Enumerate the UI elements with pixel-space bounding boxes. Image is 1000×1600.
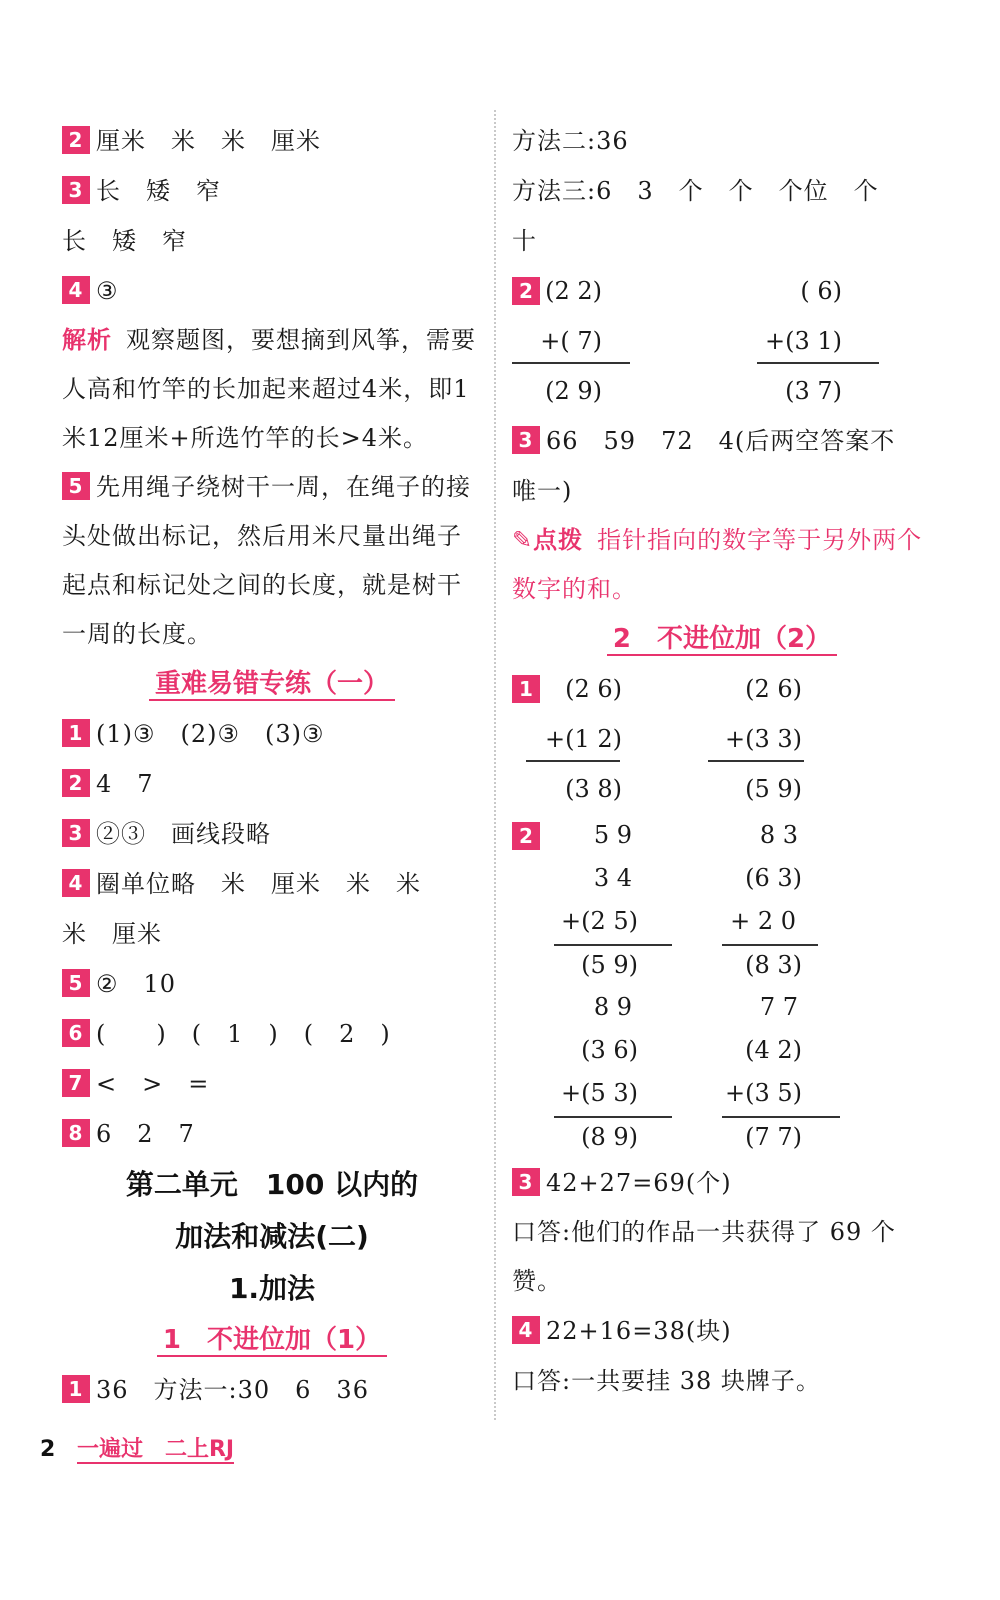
addend-bottom: +(1 2)	[544, 725, 622, 753]
lesson1-answer-1: 1 36 方法一:30 6 36	[62, 1365, 482, 1415]
practice-answer-8: 8 6 2 7	[62, 1109, 482, 1159]
answer-5: 5 先用绳子绕树干一周，在绳子的接头处做出标记，然后用米尺量出绳子起点和标记处之间的长度，就是树干一周的长度。	[62, 473, 471, 648]
answer-3-cont: 长 矮 窄	[62, 227, 187, 255]
addend-top: (2 2)	[545, 277, 602, 305]
sum-line	[757, 362, 879, 364]
lesson2-answer-3: 3 42+27=69(个)	[512, 1158, 932, 1208]
lesson2-answer-4: 4 22+16=38(块)	[512, 1306, 932, 1356]
vertical-addition-s3q2	[512, 814, 932, 1158]
unit-title-line-2: 加法和减法(二)	[175, 1220, 369, 1253]
addend-row: 3 4	[593, 864, 632, 892]
tip-block: ✎点拨 指针指向的数字等于另外两个数字的和。	[512, 526, 923, 603]
answer-3: 3 66 59 72 4(后两空答案不	[512, 416, 932, 466]
answer-3-cont: 唯一)	[512, 477, 573, 505]
practice-answer-3: 3 ②③ 画线段略	[62, 809, 482, 859]
page-footer	[40, 1432, 234, 1463]
addend-row: 7 7	[759, 993, 798, 1021]
method-3: 方法三:6 3 个 个 个位 个	[512, 177, 879, 205]
sum-result: (5 9)	[745, 775, 802, 803]
top-band	[0, 0, 1000, 100]
question-number-badge: 3	[512, 1168, 540, 1196]
question-number-badge: 6	[62, 1019, 90, 1047]
page-number: 2	[40, 1437, 56, 1462]
practice-answer-5: 5 ② 10	[62, 959, 482, 1009]
question-number-badge: 2	[62, 126, 90, 154]
practice-answer-4-cont: 米 厘米	[62, 920, 162, 948]
sum-result: (8 9)	[581, 1123, 638, 1151]
addend-top: ( 6)	[800, 277, 842, 305]
practice-answer-4: 4 圈单位略 米 厘米 米 米	[62, 859, 482, 909]
sum-result: (5 9)	[581, 951, 638, 979]
addend-row: +(2 5)	[560, 907, 638, 935]
practice-answer-2: 2 4 7	[62, 759, 482, 809]
addend-bottom: +(3 1)	[764, 327, 842, 355]
addend-row: (6 3)	[745, 864, 802, 892]
addend-row: + 2 0	[730, 907, 796, 935]
question-number-badge: 7	[62, 1069, 90, 1097]
question-number-badge: 1	[62, 1375, 90, 1403]
sum-line	[512, 362, 630, 364]
analysis-tag: 解析	[62, 326, 112, 354]
addend-row: +(3 5)	[724, 1079, 802, 1107]
question-number-badge: 2	[62, 769, 90, 797]
addend-top: (2 6)	[565, 675, 622, 703]
subunit-title: 1.加法	[228, 1272, 316, 1305]
unit-title-line-1: 第二单元 100 以内的	[125, 1168, 419, 1201]
addend-top: (2 6)	[745, 675, 802, 703]
left-column	[62, 116, 482, 1415]
lesson2-answer-3-oral: 口答:他们的作品一共获得了 69 个赞。	[512, 1218, 896, 1295]
question-number-badge: 4	[512, 1316, 540, 1344]
method-2: 方法二:36	[512, 127, 629, 155]
section-title-practice: 重难易错专练（一）	[62, 659, 482, 709]
sum-line	[708, 760, 804, 762]
section-title-lesson-2: 2 不进位加（2）	[512, 614, 932, 664]
right-column	[512, 116, 932, 1406]
question-number-badge: 4	[62, 276, 90, 304]
addend-row: (4 2)	[745, 1036, 802, 1064]
column-divider	[494, 110, 496, 1420]
addend-bottom: +(3 3)	[724, 725, 802, 753]
book-label: 一遍过 二上RJ	[76, 1437, 235, 1462]
sum-result: (3 8)	[565, 775, 622, 803]
question-number-badge: 5	[62, 969, 90, 997]
addend-row: 5 9	[593, 821, 632, 849]
method-3-cont: 十	[512, 227, 537, 255]
addend-row: (3 6)	[581, 1036, 638, 1064]
question-number-badge: 2	[512, 822, 540, 850]
addend-bottom: +( 7)	[540, 327, 602, 355]
sum-result: (8 3)	[745, 951, 802, 979]
question-number-badge: 4	[62, 869, 90, 897]
question-number-badge: 8	[62, 1119, 90, 1147]
question-number-badge: 1	[512, 675, 540, 703]
sum-result: (3 7)	[785, 377, 842, 405]
question-number-badge: 3	[512, 426, 540, 454]
question-number-badge: 2	[512, 277, 540, 305]
question-number-badge: 3	[62, 176, 90, 204]
sum-result: (7 7)	[745, 1123, 802, 1151]
analysis-block: 解析 观察题图，要想摘到风筝，需要人高和竹竿的长加起来超过4米，即1米12厘米+所选竹竿的长>4米。	[62, 326, 476, 452]
vertical-addition-s3q1	[512, 664, 932, 814]
answer-2: 2 厘米 米 米 厘米	[62, 116, 482, 166]
sum-line	[526, 760, 620, 762]
section-title-lesson-1: 1 不进位加（1）	[62, 1315, 482, 1365]
question-number-badge: 5	[62, 472, 90, 500]
practice-answer-1: 1 (1)③ (2)③ (3)③	[62, 709, 482, 759]
answer-3: 3 长 矮 窄	[62, 166, 482, 216]
answer-4: 4 ③	[62, 266, 482, 316]
practice-answer-6: 6 ( ) ( 1 ) ( 2 )	[62, 1009, 482, 1059]
addend-row: +(5 3)	[560, 1079, 638, 1107]
pen-icon: ✎	[512, 526, 534, 554]
tip-tag: ✎点拨	[512, 526, 584, 554]
question-number-badge: 1	[62, 719, 90, 747]
practice-answer-7: 7 < > =	[62, 1059, 482, 1109]
sum-result: (2 9)	[545, 377, 602, 405]
question-number-badge: 3	[62, 819, 90, 847]
addend-row: 8 3	[759, 821, 798, 849]
addend-row: 8 9	[593, 993, 632, 1021]
vertical-addition-q2	[512, 266, 932, 416]
lesson2-answer-4-oral: 口答:一共要挂 38 块牌子。	[512, 1367, 821, 1395]
